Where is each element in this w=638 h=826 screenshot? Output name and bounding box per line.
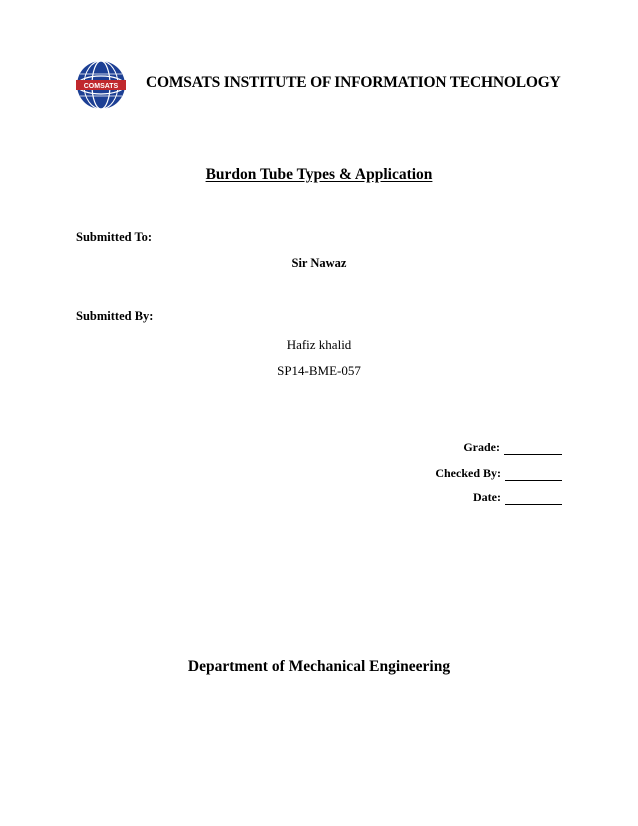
student-name: Hafiz khalid bbox=[286, 337, 352, 352]
logo-text: COMSATS bbox=[83, 82, 119, 90]
date-row bbox=[473, 490, 562, 505]
comsats-logo bbox=[76, 60, 126, 110]
grade-blank-line bbox=[504, 442, 562, 455]
checked-by-blank-line bbox=[505, 468, 562, 481]
submitted-by-label: Submitted By: bbox=[76, 309, 154, 323]
submitted-to-name: Sir Nawaz bbox=[291, 256, 347, 270]
date-label: Date: bbox=[473, 490, 501, 504]
grade-label: Grade: bbox=[463, 440, 500, 454]
grade-row bbox=[463, 440, 562, 455]
submitted-to-label: Submitted To: bbox=[76, 230, 153, 244]
date-blank-line bbox=[505, 492, 562, 505]
registration-number: SP14-BME-057 bbox=[277, 363, 361, 378]
checked-by-row bbox=[435, 466, 562, 481]
document-title: Burdon Tube Types & Application bbox=[205, 166, 433, 183]
institute-name: COMSATS INSTITUTE OF INFORMATION TECHNOLOGY bbox=[146, 74, 561, 91]
department-name: Department of Mechanical Engineering bbox=[187, 658, 451, 675]
checked-by-label: Checked By: bbox=[435, 466, 501, 480]
